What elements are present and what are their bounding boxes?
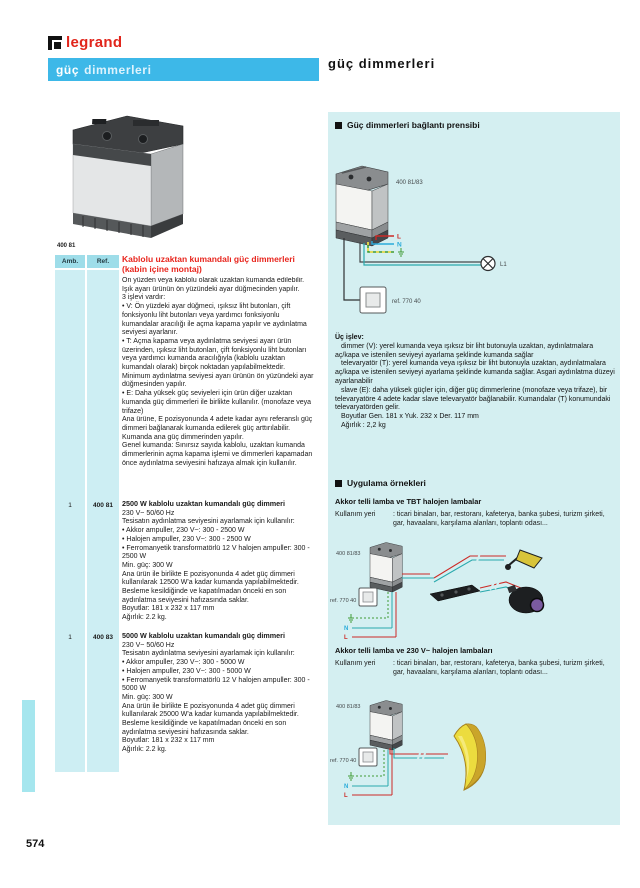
amb-column-strip [55, 270, 85, 772]
chapter-side-tab [22, 700, 35, 792]
product-title: 5000 W kablolu uzaktan kumandalı güç dimmeri [122, 631, 285, 640]
table-title [122, 255, 318, 274]
switch-label: ref. 770 40 [330, 758, 357, 764]
function-paragraph: dimmer (V): yerel kumanda veya ışıksız bir liht butonuyla uzaktan, aydınlatmalara aç/kapa ve istenilen seviyeyi ayarlama şeklinde kumanda sağlar [335, 342, 594, 359]
earth-icon [348, 614, 354, 622]
product-table [55, 255, 318, 772]
function-paragraph: Boyutlar Gen. 181 x Yuk. 232 x Der. 117 mm [341, 413, 479, 421]
spec-line: • Ferromanyetik transformatörlü 12 V halojen ampuller: 300 - 2500 W [122, 544, 310, 561]
lamp-label: L1 [500, 262, 507, 268]
intro-paragraph: Ön yüzden veya kablolu olarak uzaktan kumanda edilebilir. [122, 277, 305, 284]
desk-lamp-icon [505, 550, 542, 570]
app2-usage [335, 660, 615, 678]
brand-name: legrand [66, 34, 123, 51]
section-title: Güç dimmerleri bağlantı prensibi [347, 120, 480, 130]
product-spec-lines [122, 642, 318, 755]
page-number: 574 [26, 838, 45, 850]
legrand-square-icon [48, 36, 62, 50]
row1-ref-number: 400 81 [93, 502, 113, 509]
device-label: 400 81/83 [396, 180, 423, 186]
photo-caption: 400 81 [57, 243, 76, 249]
spec-line: Tesisatın aydınlatma seviyesini ayarlamak için kullanılır: [122, 518, 295, 526]
spec-line: Ana ürün ile birlikte E pozisyonunda 4 adet güç dimmeri kullanılarak 25000 W'a kadar kumanda yapılabilmektedir. [122, 702, 299, 719]
spec-line: Ana ürün ile birlikte E pozisyonunda 4 adet güç dimmeri kullanılarak 12500 W'a kadar kumanda yapılabilmektedir. [122, 570, 299, 587]
phase-label: L [344, 635, 348, 641]
spec-line: • Akkor ampuller, 230 V~: 300 - 5000 W [122, 659, 245, 667]
remote-switch-icon [360, 287, 386, 313]
dimmer-device-illustration [336, 166, 388, 246]
spec-line: • Halojen ampuller, 230 V~: 300 - 5000 W [122, 667, 251, 675]
spec-line: Besleme kesildiğinde ve kapatılmadan önceki en son aydınlatma seviyesini hafızasında saklar. [122, 588, 287, 604]
spec-line: Boyutlar: 181 x 232 x 117 mm [122, 737, 215, 745]
dimmer-device-illustration [370, 542, 402, 592]
three-functions-text [335, 334, 615, 431]
function-paragraph: televaryatör (T): yerel kumanda veya ışıksız bir liht butonuyla uzaktan, aydınlatmalara aç/kapa ve istenilen seviyeyi ayarlama şeklinde kumanda sağlar. Asgari aydınlatma düzeyi ayarlanabilir [335, 360, 615, 385]
section-application-examples [335, 478, 426, 488]
function-paragraph: slave (E): daha yüksek güçler için, diğer güç dimmerlerine (monofaze veya trifaze), bir televaryatöre 4 adete kadar slave televaryatör bağlanabilir. Kumandalar (T) konumundaki televaryatörden gelir. [335, 386, 611, 412]
switch-label: ref. 770 40 [392, 299, 421, 305]
section-connection-principle [335, 120, 480, 130]
spec-line: Tesisatın aydınlatma seviyesini ayarlamak için kullanılır: [122, 650, 295, 658]
connection-principle-diagram [330, 138, 618, 332]
intro-paragraph: Ana ürüne, E pozisyonunda 4 adete kadar aynı referanslı güç dimmeri bağlanarak kumanda edilerek güç arttırılabilir. Kumanda ana güç dimmerinden yapılır. [122, 416, 313, 441]
application1-diagram [330, 538, 618, 644]
ref-column-strip [87, 270, 119, 772]
intro-paragraph: • V: Ön yüzdeki ayar düğmeci, ışıksız liht butonları, çift fonksiyonlu liht butonları veya yardımcı fonksiyonlu kumandalar aracılığı ile açma kapama yapılır ve aydınlatma seviyesi ayarlanır. [122, 303, 307, 337]
description-intro [122, 277, 318, 499]
spec-line: Min. güç: 300 W [122, 693, 173, 701]
spec-line: 230 V~ 50/60 Hz [122, 509, 175, 517]
spec-line: Ağırlık: 2.2 kg. [122, 614, 167, 622]
product-spec-lines [122, 510, 318, 623]
usage-label: Kullanım yeri [335, 660, 376, 667]
device-label: 400 81/83 [336, 551, 361, 557]
phase-label: L [397, 233, 401, 241]
switch-wire [344, 238, 360, 300]
intro-paragraph: 3 işlevi vardır: [122, 294, 166, 302]
earth-icon [398, 248, 404, 256]
usage-text: : ticari binaları, bar, restoranı, kafeterya, banka şubesi, turizm şirketi, gar, havaalanı, karşılama alanları, toplantı odası... [393, 511, 605, 527]
intro-paragraph: Işık ayarı ürünün ön yüzündeki ayar düğmecinden yapılır. [122, 285, 300, 293]
app2-title: Akkor telli lamba ve 230 V~ halojen lambaları [335, 646, 493, 655]
live-wire [390, 748, 448, 754]
switch-label: ref. 770 40 [330, 598, 357, 604]
device-label: 400 81/83 [336, 704, 361, 710]
function-paragraph: Üç işlev: [335, 334, 364, 341]
spec-line: Ağırlık: 2.2 kg. [122, 746, 167, 754]
intro-paragraph: • E: Daha yüksek güç seviyeleri için ürün diğer uzaktan kumanda güç dimmerleri ile birlikte kullanılır. (monofaze veya trifaze) [122, 390, 312, 415]
row2-amb-qty: 1 [68, 634, 72, 641]
neutral-label: N [344, 784, 349, 790]
section-title: Uygulama örnekleri [347, 478, 426, 488]
app1-usage [335, 511, 615, 529]
table-title-line1: Kablolu uzaktan kumandalı güç dimmerleri [122, 254, 295, 264]
dimmer-device-illustration [370, 700, 402, 750]
product-row-400-81 [122, 500, 318, 630]
application2-diagram [330, 696, 618, 822]
intro-paragraph: Genel kumanda: Sınırsız sayıda kablolu, uzaktan kumanda dimmerlerinin açma kapama işlemi ve dimmerleri kapamadan önce aydınlatma seviyesini hafızaya almak için kullanılır. [122, 442, 313, 467]
app1-title: Akkor telli lamba ve TBT halojen lambalar [335, 497, 482, 506]
product-title: 2500 W kablolu uzaktan kumandalı güç dimmeri [122, 499, 285, 508]
column-header-amb: Amb. [55, 255, 85, 268]
spec-line: Min. güç: 300 W [122, 561, 173, 569]
spec-line: Boyutlar: 181 x 232 x 117 mm [122, 605, 215, 613]
usage-label: Kullanım yeri [335, 511, 376, 518]
brand-logo [48, 34, 122, 51]
table-title-line2: (kabin içine montaj) [122, 263, 202, 274]
wall-sconce-icon [454, 724, 486, 790]
neutral-label: N [397, 241, 402, 249]
row1-amb-qty: 1 [68, 502, 72, 509]
remote-switch-icon [359, 748, 377, 766]
wire-break-mark [416, 748, 427, 764]
intro-paragraph: Minimum aydınlatma seviyesi ayarı ürünün ön yüzündeki ayar düğmesinden yapılır. [122, 372, 314, 389]
lamp-icon [481, 257, 495, 271]
right-section-header: güç dimmerleri [328, 56, 436, 71]
earth-icon [348, 772, 354, 780]
spec-line: Besleme kesildiğinde ve kapatılmadan önceki en son aydınlatma seviyesini hafızasında saklar. [122, 720, 287, 736]
square-bullet-icon [335, 122, 342, 129]
usage-text: : ticari binaları, bar, restoranı, kafeterya, banka şubesi, turizm şirketi, gar, havaalanı, karşılama alanları, toplantı odası... [393, 660, 605, 676]
spotlight-icon [507, 585, 543, 613]
spec-line: • Ferromanyetik transformatörlü 12 V halojen ampuller: 300 - 5000 W [122, 676, 310, 693]
phase-label: L [344, 793, 348, 799]
track-light-icon [430, 585, 480, 601]
info-panel [328, 112, 620, 825]
neutral-label: N [344, 626, 349, 632]
remote-switch-icon [359, 588, 377, 606]
spec-line: • Akkor ampuller, 230 V~: 300 - 2500 W [122, 527, 245, 535]
left-section-header [48, 58, 319, 81]
product-photo-dimmer [55, 110, 205, 242]
spec-line: • Halojen ampuller, 230 V~: 300 - 2500 W [122, 535, 251, 543]
column-header-ref: Ref. [87, 255, 119, 268]
function-paragraph: Ağırlık : 2,2 kg [341, 421, 386, 429]
spec-line: 230 V~ 50/60 Hz [122, 641, 175, 649]
intro-paragraph: • T: Açma kapama veya aydınlatma seviyesi ayarı ürün üzerinden, ışıksız liht butonları, çift fonksiyonlu liht butonları veya yardımcı kumanda aracılığıyla (kablolu uzaktan kumandalı olarak) birçok noktadan yapılabilmektedir. [122, 337, 307, 372]
square-bullet-icon [335, 480, 342, 487]
header-word-guc: güç [56, 62, 80, 77]
row2-ref-number: 400 83 [93, 634, 113, 641]
product-row-400-83 [122, 632, 318, 770]
lamp-branch-wire [434, 556, 506, 578]
header-word-dimmerleri: dimmerleri [84, 62, 152, 77]
